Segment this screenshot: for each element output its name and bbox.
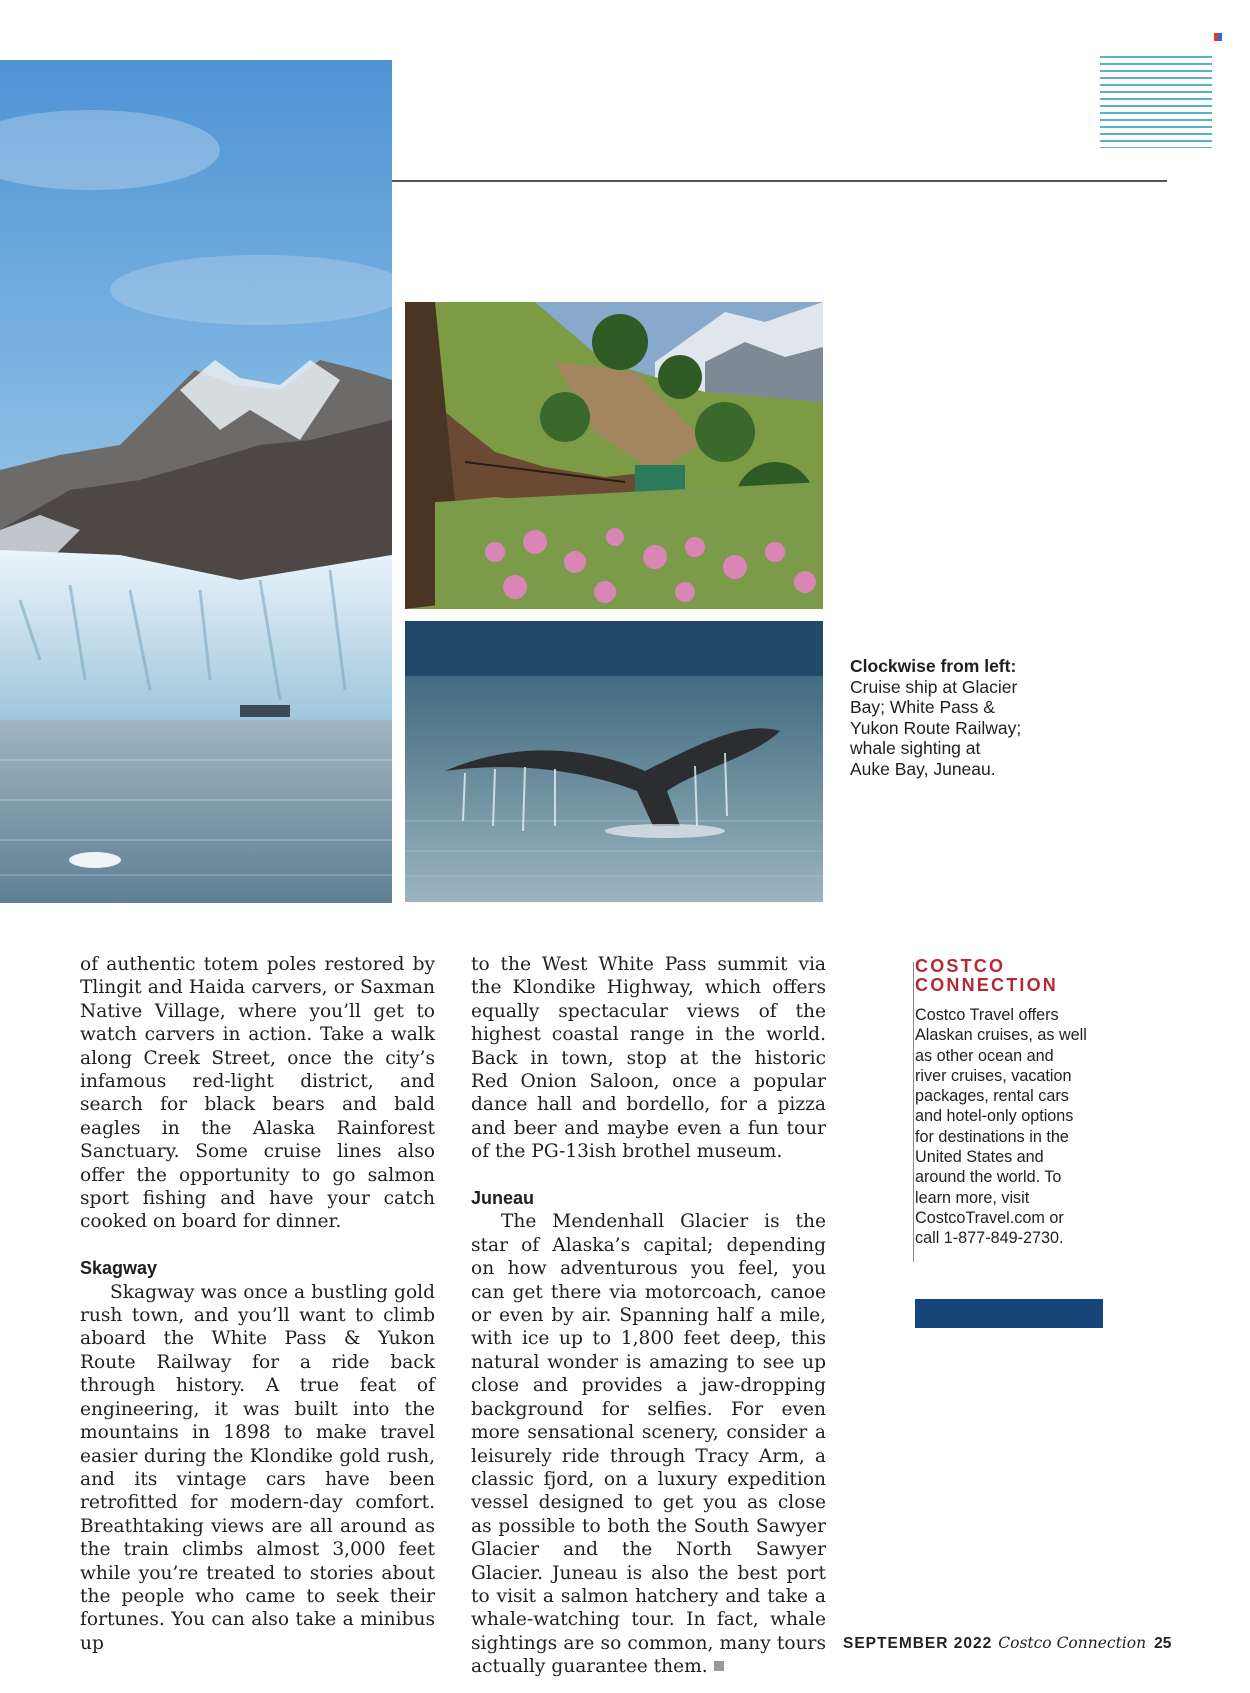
- page-number: 25: [1154, 1635, 1172, 1652]
- magazine-name: Costco Connection: [998, 1634, 1147, 1652]
- caption-line: Auke Bay, Juneau.: [850, 758, 996, 779]
- sidebar-color-block: [915, 1299, 1103, 1328]
- corner-color-mark: [1214, 33, 1222, 41]
- article-paragraph: of authentic totem poles restored by Tlingit and Haida carvers, or Saxman Native Village, where you’ll get to watch carvers in action. Take a walk along Creek Street, once the city’s infamous red-light district, and search for black bears and bald eagles in the Alaska Rainforest Sanctuary. Some cruise lines also offer the opportunity to go salmon sport fishing and have your catch cooked on board for dinner.: [80, 954, 435, 1233]
- photo-white-pass-railway: [405, 302, 823, 609]
- brand-line-costco: COSTCO: [915, 956, 1006, 976]
- caption-heading: Clockwise from left:: [850, 656, 1017, 676]
- decorative-stripes: [1100, 56, 1212, 148]
- article-paragraph: [471, 1210, 826, 1678]
- caption-line: Bay; White Pass &: [850, 697, 995, 717]
- issue-date: SEPTEMBER 2022: [843, 1635, 993, 1652]
- header-rule: [392, 180, 1167, 182]
- photo-glacier-bay: [0, 60, 392, 903]
- caption-line: Yukon Route Railway;: [850, 717, 1022, 738]
- article-paragraph-text: The Mendenhall Glacier is the star of Alaska’s capital; depending on how adventurous you feel, you can get there via motorcoach, canoe or even by air. Spanning half a mile, with ice up to 1,800 feet deep, this natural wonder is amazing to see up close and provides a jaw-dropping background for selfies. For even more sensational scenery, consider a leisurely ride through Tracy Arm, a classic fjord, on a luxury expedition vessel designed to get you as close as possible to both the South Sawyer Glacier and the North Sawyer Glacier. Juneau is also the best port to visit a salmon hatchery and take a whale-watching tour. In fact, whale sightings are so common, many tours actually guarantee them.: [471, 1211, 826, 1678]
- sidebar-text: Costco Travel offers Alaskan cruises, as well as other ocean and river cruises, vacation packages, rental cars and hotel-only options for destinations in the United States and around the world. To learn more, visit CostcoTravel.com or call 1-877-849-2730.: [915, 1006, 1087, 1248]
- article-paragraph: Skagway was once a bustling gold rush town, and you’ll want to climb aboard the White Pass & Yukon Route Railway for a ride back through history. A true feat of engineering, it was built into the mountains in 1898 to make travel easier during the Klondike gold rush, and its vintage cars have been retrofitted for modern-day comfort. Breathtaking views are all around as the train climbs almost 3,000 feet while you’re treated to stories about the people who came to seek their fortunes. You can also take a minibus up: [80, 1281, 435, 1654]
- brand-line-connection: CONNECTION: [915, 975, 1058, 995]
- sidebar-brand: [915, 957, 1088, 995]
- caption-line: Cruise ship at Glacier: [850, 676, 1018, 697]
- costco-connection-sidebar: [888, 957, 1088, 1249]
- subheading-skagway: Skagway: [80, 1258, 158, 1279]
- caption-line: whale sighting at: [850, 738, 981, 758]
- end-of-article-square-icon: [714, 1661, 724, 1671]
- page-footer: [843, 1634, 1171, 1653]
- photo-whale-tail: [405, 621, 823, 902]
- subheading-juneau: Juneau: [471, 1188, 535, 1209]
- article-column-middle: [471, 953, 826, 1679]
- article-paragraph: to the West White Pass summit via the Klondike Highway, which offers equally spectacular views of the highest coastal range in the world. Back in town, stop at the historic Red Onion Saloon, once a popular dance hall and bordello, for a pizza and beer and maybe even a fun tour of the PG-13ish brothel museum.: [471, 954, 826, 1163]
- article-column-left: [80, 953, 435, 1655]
- photo-caption: [850, 656, 1075, 779]
